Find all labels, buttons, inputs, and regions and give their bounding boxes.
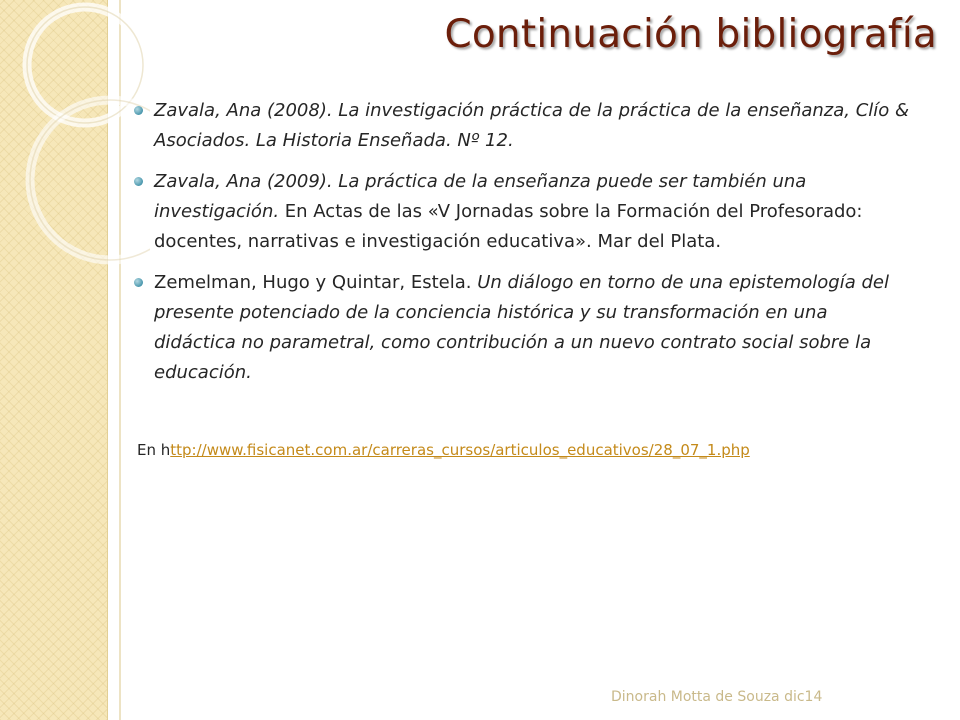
slide-footer: Dinorah Motta de Souza dic14 xyxy=(611,689,823,705)
slide-title: Continuación bibliografía xyxy=(444,12,937,57)
source-prefix: En h xyxy=(137,441,171,459)
reference-list xyxy=(134,96,914,399)
decorative-rings-icon xyxy=(0,0,150,280)
reference-item xyxy=(134,167,914,257)
bullet-icon xyxy=(134,106,143,115)
reference-work-title: La práctica de la enseñanza puede ser también una investigación. xyxy=(154,171,807,222)
bullet-icon xyxy=(134,177,143,186)
reference-author: Zavala, Ana (2009). xyxy=(154,171,339,192)
reference-details: En Actas de las «V Jornadas sobre la Formación del Profesorado: docentes, narrativas e investigación educativa». Mar del Plata. xyxy=(154,201,863,252)
source-link[interactable]: ttp://www.fisicanet.com.ar/carreras_cursos/articulos_educativos/28_07_1.php xyxy=(170,441,750,459)
source-line xyxy=(137,441,750,459)
reference-author: Zavala, Ana (2008). xyxy=(154,100,339,121)
reference-item xyxy=(134,268,914,388)
reference-author: Zemelman, Hugo y Quintar, Estela. xyxy=(154,272,478,293)
bullet-icon xyxy=(134,278,143,287)
reference-item xyxy=(134,96,914,156)
reference-work-title: La investigación práctica de la práctica de la enseñanza, Clío & Asociados. La Historia Enseñada. Nº 12. xyxy=(154,100,910,151)
reference-work-title: Un diálogo en torno de una epistemología del presente potenciado de la conciencia histórica y su transformación en una didáctica no parametral, como contribución a un nuevo contrato social sobre la educación. xyxy=(154,272,889,383)
